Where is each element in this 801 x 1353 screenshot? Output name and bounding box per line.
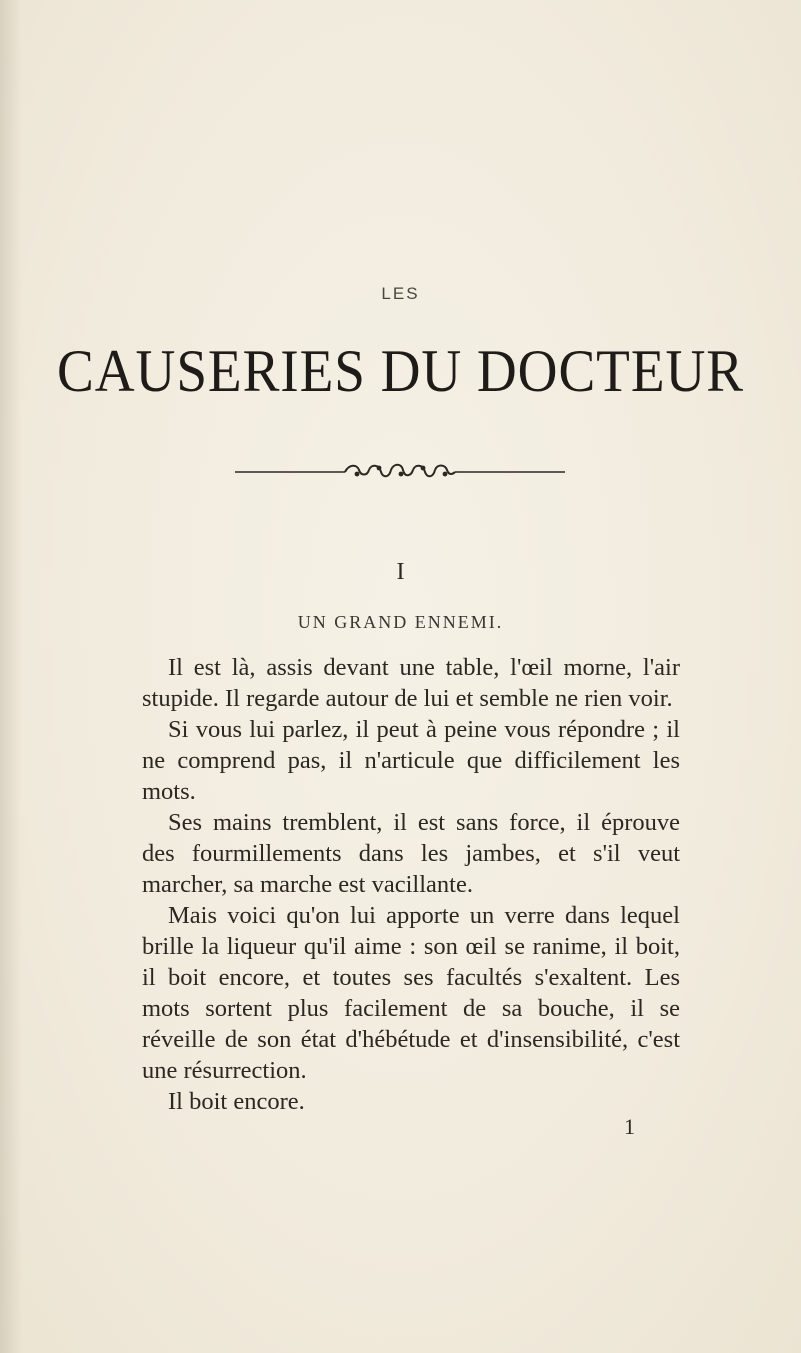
paragraph: Il est là, assis devant une table, l'œil morne, l'air stupide. Il regarde autour de lui et semble ne rien voir. (142, 654, 680, 712)
paragraph: Mais voici qu'on lui apporte un verre dans lequel brille la liqueur qu'il aime : son œil se ranime, il boit, il boit encore, et toutes ses facultés s'exaltent. Les mots sortent plus facilement de sa bouche, il se réveille de son état d'hébétude et d'insensibilité, c'est une résurrection. (142, 902, 680, 1084)
book-title: CAUSERIES DU DOCTEUR (57, 338, 744, 404)
chapter-heading: UN GRAND ENNEMI. (297, 612, 504, 632)
page-edge-shadow (0, 0, 22, 1353)
chapter-number: I (396, 559, 405, 585)
page-number: 1 (624, 1114, 635, 1139)
ornament-rule (235, 460, 565, 484)
series-label: LES (381, 284, 420, 303)
paragraph: Il boit encore. (168, 1088, 305, 1115)
paragraph: Si vous lui parlez, il peut à peine vous répondre ; il ne comprend pas, il n'articule que difficilement les mots. (142, 716, 680, 805)
paragraph: Ses mains tremblent, il est sans force, il éprouve des fourmillements dans les jambes, et s'il veut marcher, sa marche est vacillante. (142, 809, 680, 898)
body-text (142, 652, 680, 1117)
